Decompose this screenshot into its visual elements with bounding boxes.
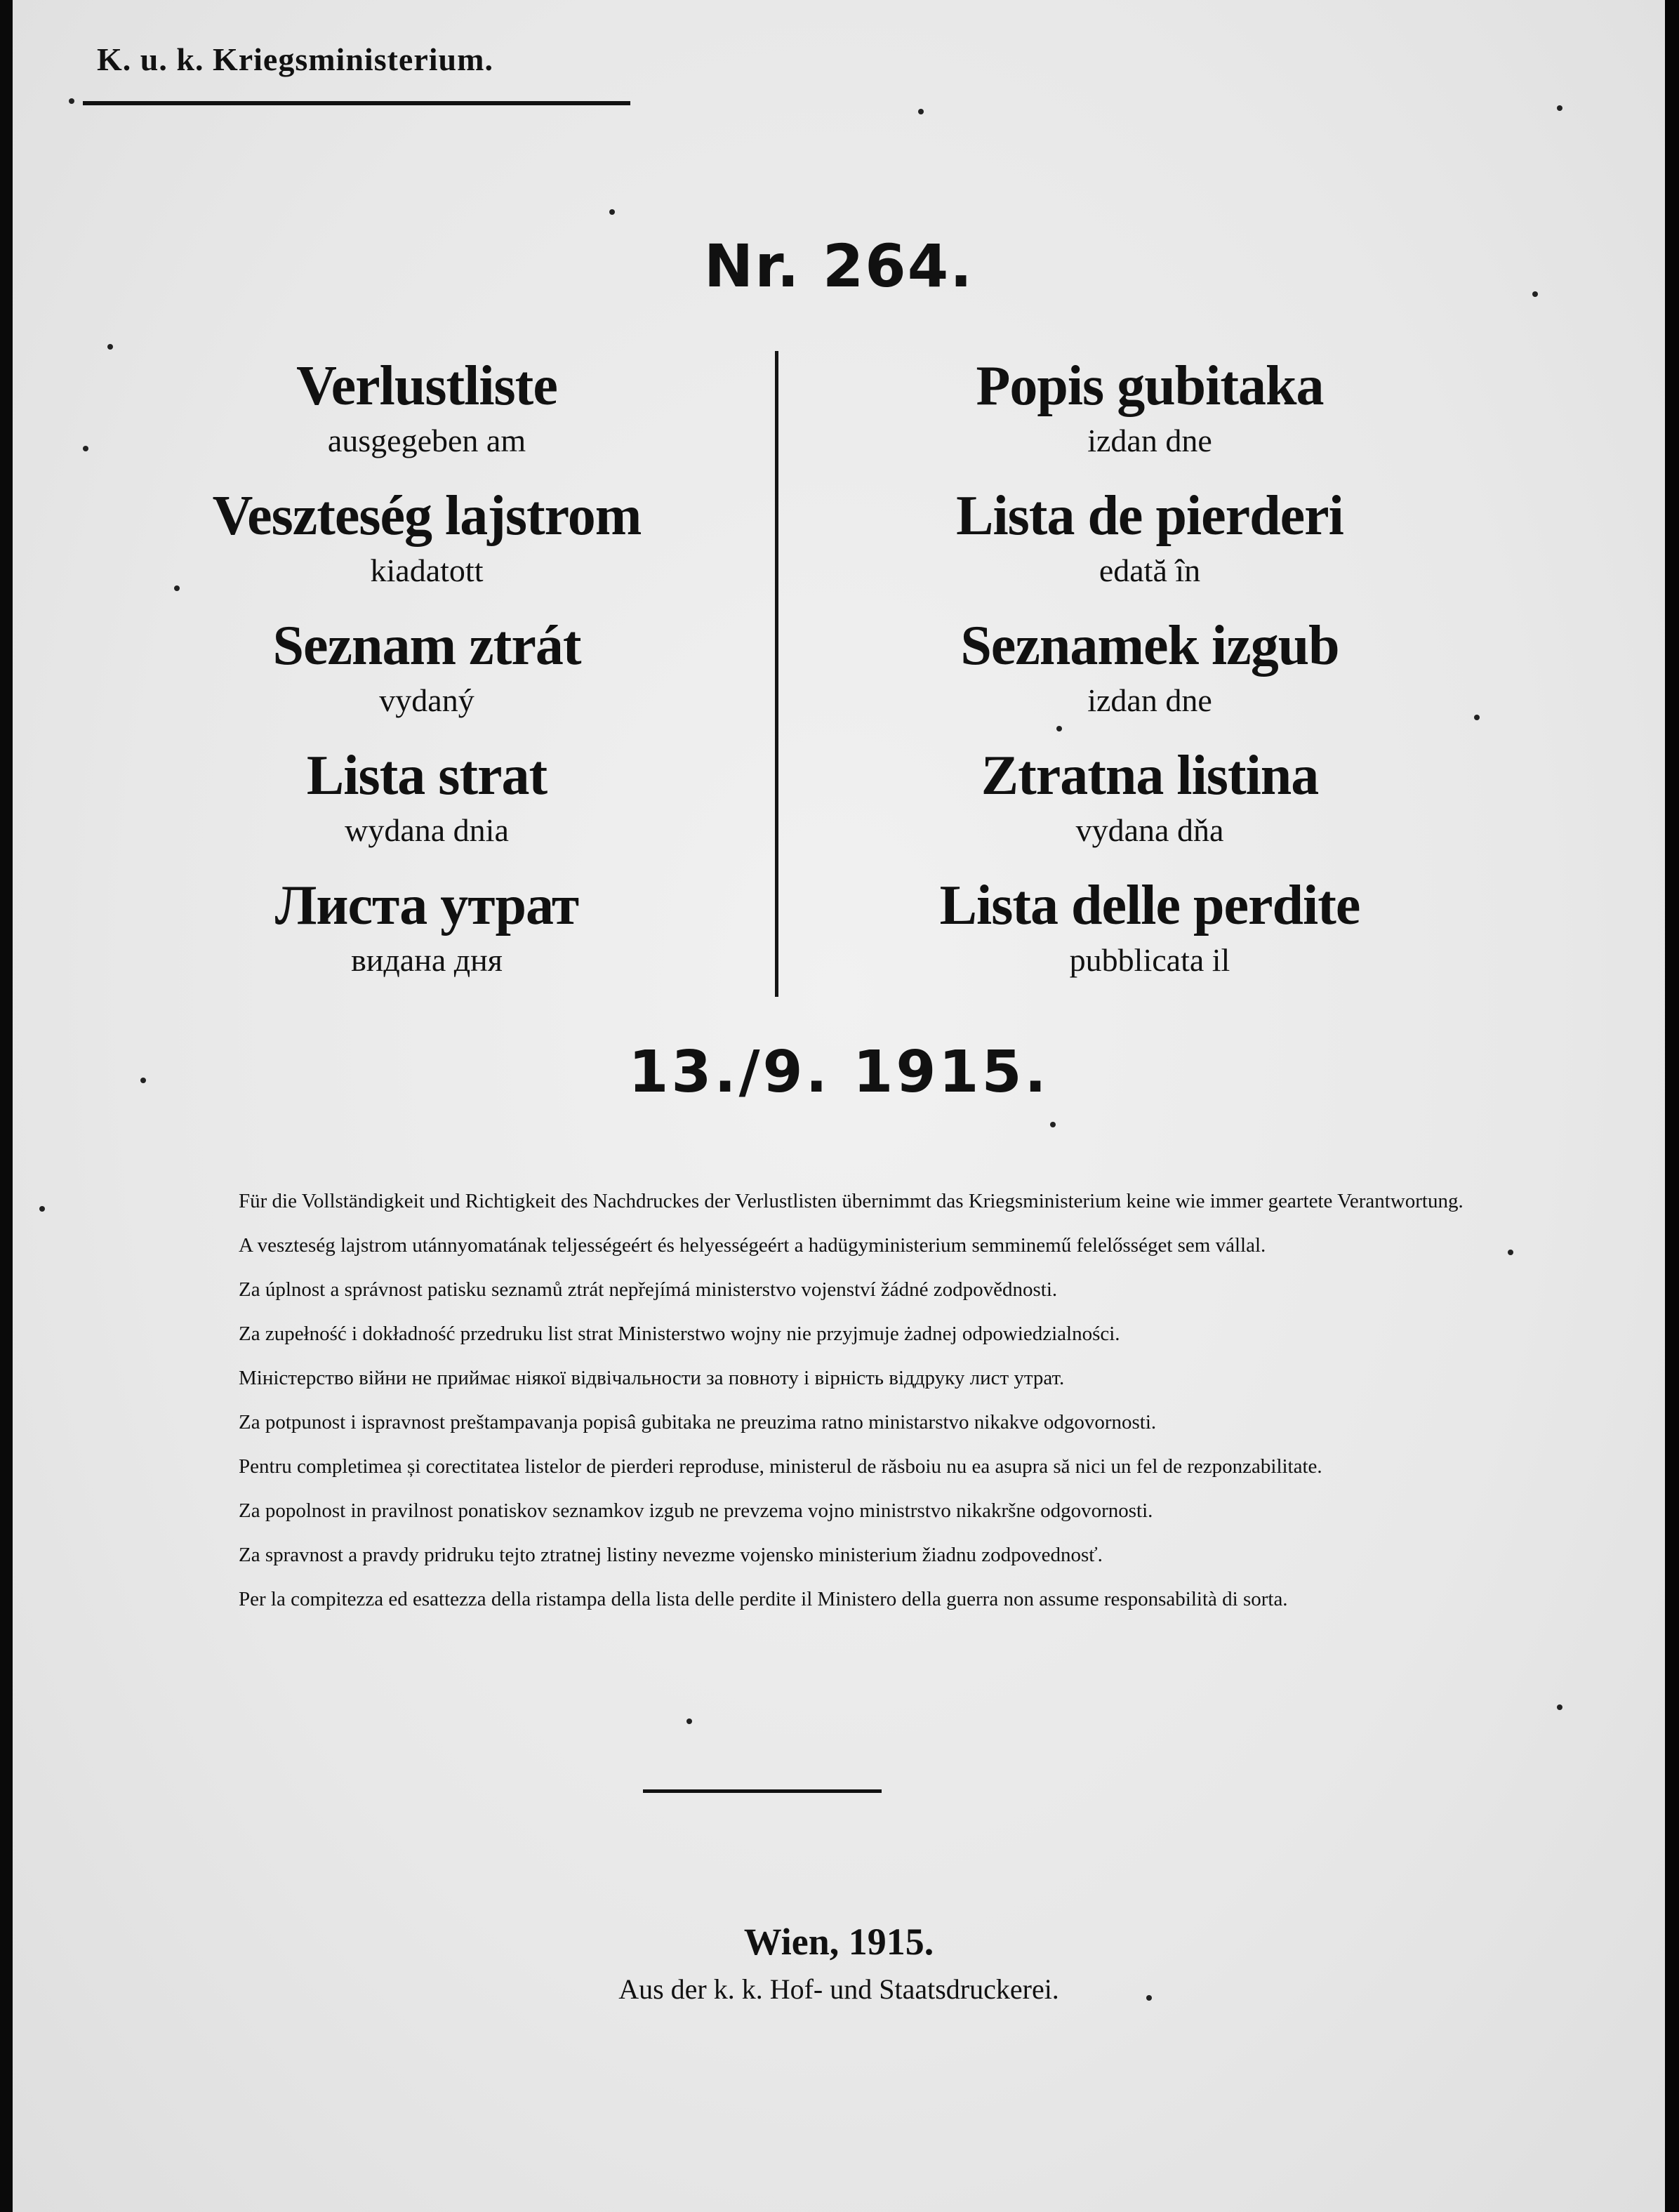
issue-number: Nr. 264. xyxy=(703,232,974,300)
title-entry xyxy=(90,741,764,870)
imprint-printer: Aus der k. k. Hof- und Staatsdruckerei. xyxy=(618,1973,1059,2005)
title-entry xyxy=(813,870,1487,1000)
title-german: Verlustliste xyxy=(296,355,557,417)
subtitle-italian: pubblicata il xyxy=(1069,942,1230,978)
title-croatian: Popis gubitaka xyxy=(976,355,1324,417)
scan-speck xyxy=(1474,715,1480,720)
disclaimer-hungarian: A veszteség lajstrom utánnyomatának teljességeért és helyességeért a hadügyministerium semminemű felelősséget sem vállal. xyxy=(239,1234,1266,1257)
title-hungarian: Veszteség lajstrom xyxy=(212,485,642,547)
title-czech: Seznam ztrát xyxy=(272,615,581,677)
scan-edge-right xyxy=(1665,0,1679,2212)
title-column-left xyxy=(90,351,764,1000)
disclaimer-german: Für die Vollständigkeit und Richtigkeit des Nachdruckes der Verlustlisten übernimmt das Kriegsministerium keine wie immer geartete Verantwortung. xyxy=(239,1190,1464,1212)
scan-speck xyxy=(1050,1122,1056,1127)
imprint-city-year: Wien, 1915. xyxy=(743,1921,934,1963)
title-entry xyxy=(813,741,1487,870)
scan-speck xyxy=(39,1206,45,1212)
disclaimer-polish: Za zupełność i dokładność przedruku list strat Ministerstwo wojny nie przyjmuje żadnej odpowiedzialności. xyxy=(239,1323,1120,1345)
subtitle-german: ausgegeben am xyxy=(327,423,526,458)
title-entry xyxy=(813,481,1487,611)
scan-speck xyxy=(1146,1995,1152,2001)
subtitle-czech: vydaný xyxy=(379,682,474,718)
title-entry xyxy=(90,481,764,611)
document-page xyxy=(13,0,1665,2212)
scan-speck xyxy=(174,585,180,591)
subtitle-slovak: vydana dňa xyxy=(1075,812,1224,848)
scan-speck xyxy=(69,98,74,104)
title-entry xyxy=(813,611,1487,741)
scan-speck xyxy=(918,109,924,114)
scan-speck xyxy=(1508,1250,1513,1255)
disclaimer-block xyxy=(83,1169,1494,1620)
scan-speck xyxy=(83,446,88,451)
scan-speck xyxy=(686,1718,692,1724)
title-entry xyxy=(90,611,764,741)
disclaimer-romanian: Pentru completimea și corectitatea listelor de pierderi reproduse, ministerul de răsboiu nu ea asupra să nici un fel de rezponzabilitate. xyxy=(239,1455,1322,1478)
title-entry xyxy=(90,870,764,1000)
title-slovak: Ztratna listina xyxy=(981,745,1319,807)
separator-rule xyxy=(643,1789,882,1793)
subtitle-romanian: edată în xyxy=(1099,552,1201,588)
scan-speck xyxy=(1557,105,1562,111)
title-column-right xyxy=(813,351,1487,1000)
scan-speck xyxy=(1557,1704,1562,1710)
issue-date: 13./9. 1915. xyxy=(628,1039,1049,1106)
title-romanian: Lista de pierderi xyxy=(956,485,1343,547)
scan-speck xyxy=(140,1078,146,1083)
subtitle-croatian: izdan dne xyxy=(1087,423,1212,458)
title-polish: Lista strat xyxy=(306,745,548,807)
title-entry xyxy=(90,351,764,481)
disclaimer-italian: Per la compitezza ed esattezza della ristampa della lista delle perdite il Ministero della guerra non assume responsabilità di sorta. xyxy=(239,1588,1288,1610)
column-divider xyxy=(775,351,778,997)
scan-edge-left xyxy=(0,0,13,2212)
title-entry xyxy=(813,351,1487,481)
scan-speck xyxy=(1056,726,1062,731)
subtitle-hungarian: kiadatott xyxy=(370,552,484,588)
title-italian: Lista delle perdite xyxy=(939,875,1360,936)
scan-speck xyxy=(1532,291,1538,297)
ministry-header xyxy=(83,41,630,105)
disclaimer-slovak: Za spravnost a pravdy pridruku tejto ztratnej listiny nevezme vojensko ministerium žiadnu zodpovednosť. xyxy=(239,1544,1103,1566)
disclaimer-czech: Za úplnost a správnost patisku seznamů ztrát nepřejímá ministerstvo vojenství žádné zodpovědnosti. xyxy=(239,1278,1058,1301)
subtitle-polish: wydana dnia xyxy=(345,812,509,848)
disclaimer-slovenian: Za popolnost in pravilnost ponatiskov seznamkov izgub ne prevzema vojno ministrstvo nikakršne odgovornosti. xyxy=(239,1499,1153,1522)
disclaimer-croatian: Za potpunost i ispravnost preštampavanja popisâ gubitaka ne preuzima ratno ministarstvo nikakve odgovornosti. xyxy=(239,1411,1157,1433)
subtitle-slovenian: izdan dne xyxy=(1087,682,1212,718)
title-slovenian: Seznamek izgub xyxy=(960,615,1339,677)
scan-speck xyxy=(107,344,113,350)
disclaimer-ruthenian: Міністерство війни не приймає ніякої відвічальности за повноту і вірність віддруку лист утрат. xyxy=(239,1367,1065,1389)
subtitle-ruthenian: видана дня xyxy=(351,942,503,978)
scan-speck xyxy=(609,209,615,215)
ministry-name: K. u. k. Kriegsministerium. xyxy=(97,41,493,77)
title-ruthenian: Листа утрат xyxy=(274,875,579,936)
